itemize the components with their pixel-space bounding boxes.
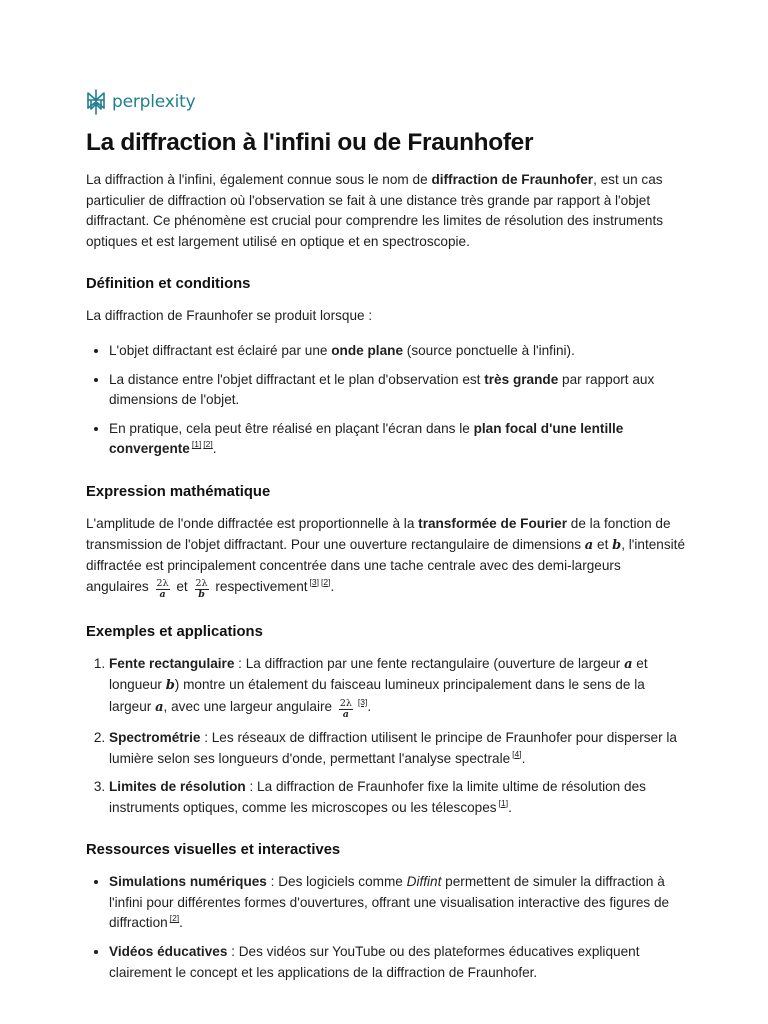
article-body <box>86 170 686 983</box>
fraction-2lambda-a: $\frac{2\lambda}{a}$ <box>156 577 169 600</box>
fraction-2lambda-b: $\frac{2\lambda}{b}$ <box>195 577 208 600</box>
list-item: 3. Limites de résolution : La diffraction de Fraunhofer fixe la limite ultime de résolution des instruments optiques, comme les microscopes ou les télescopes [1]. <box>109 777 686 818</box>
list-item: • L'objet diffractant est éclairé par une onde plane (source ponctuelle à l'infini). <box>109 341 686 362</box>
resources-list <box>86 872 686 983</box>
brand-name: perplexity <box>112 91 196 112</box>
variable-b: b <box>612 537 622 553</box>
brand-logo[interactable] <box>86 89 195 115</box>
math-paragraph: L'amplitude de l'onde diffractée est proportionnelle à la transformée de Fourier de la fonction de transmission de l'objet diffractant. Pour une ouverture rectangulaire de dimensions a et b, l'intensité diffractée est principalement concentrée dans une tache centrale avec des demi-largeurs angulaires $\frac{2\lambda}{a}$ et $\frac{2\lambda}{b}$ respectivement [3] [2]. <box>86 515 686 600</box>
list-item: 2. Spectrométrie : Les réseaux de diffraction utilisent le principe de Fraunhofer pour disperser la lumière selon ses longueurs d'onde, permettant l'analyse spectrale [4]. <box>109 728 686 769</box>
citation-link[interactable]: [4] <box>512 748 522 759</box>
section-heading-math: Expression mathématique <box>86 483 271 500</box>
page-title: La diffraction à l'infini ou de Fraunhofer <box>86 129 534 156</box>
definition-lead: La diffraction de Fraunhofer se produit lorsque : <box>86 308 373 324</box>
section-heading-resources: Ressources visuelles et interactives <box>86 842 341 859</box>
citation-link[interactable]: [2] <box>203 439 213 450</box>
section-heading-examples: Exemples et applications <box>86 623 263 640</box>
citation-link[interactable]: [2] <box>321 576 331 587</box>
list-item: • Vidéos éducatives : Des vidéos sur YouTube ou des plateformes éducatives expliquent clairement le concept et les applications de la diffraction de Fraunhofer. <box>109 942 686 983</box>
citation-link[interactable]: [3] <box>357 696 368 707</box>
conditions-list <box>86 341 686 460</box>
list-item: • Simulations numériques : Des logiciels comme Diffint permettent de simuler la diffraction à l'infini pour différentes formes d'ouvertures, offrant une visualisation interactive des figures de diffraction [2]. <box>109 872 686 934</box>
citation-link[interactable]: [1] <box>498 797 509 808</box>
section-heading-definition: Définition et conditions <box>86 276 251 293</box>
list-item: 1. Fente rectangulaire : La diffraction par une fente rectangulaire (ouverture de largeur a et longueur b) montre un étalement du faisceau lumineux principalement dans le sens de la largeur a, avec une largeur angulaire $\frac{2\lambda}{a}$ [3]. <box>109 654 686 720</box>
perplexity-logo-icon <box>86 89 106 115</box>
intro-paragraph: La diffraction à l'infini, également connue sous le nom de diffraction de Fraunhofer, est un cas particulier de diffraction où l'observation se fait à une distance très grande par rapport à l'objet diffractant. Ce phénomène est crucial pour comprendre les limites de résolution des instruments optiques et est largement utilisé en optique et en spectroscopie. <box>86 172 664 249</box>
list-item: • La distance entre l'objet diffractant et le plan d'observation est très grande par rapport aux dimensions de l'objet. <box>109 370 686 411</box>
list-item: • En pratique, cela peut être réalisé en plaçant l'écran dans le plan focal d'une lentille convergente [1] [2]. <box>109 419 686 460</box>
variable-a: a <box>584 537 594 553</box>
fraction-2lambda-a: $\frac{2\lambda}{a}$ <box>339 697 352 720</box>
citation-link[interactable]: [2] <box>169 913 180 924</box>
citation-link[interactable]: [1] <box>191 439 202 450</box>
examples-list <box>86 654 686 819</box>
citation-link[interactable]: [3] <box>309 576 319 587</box>
